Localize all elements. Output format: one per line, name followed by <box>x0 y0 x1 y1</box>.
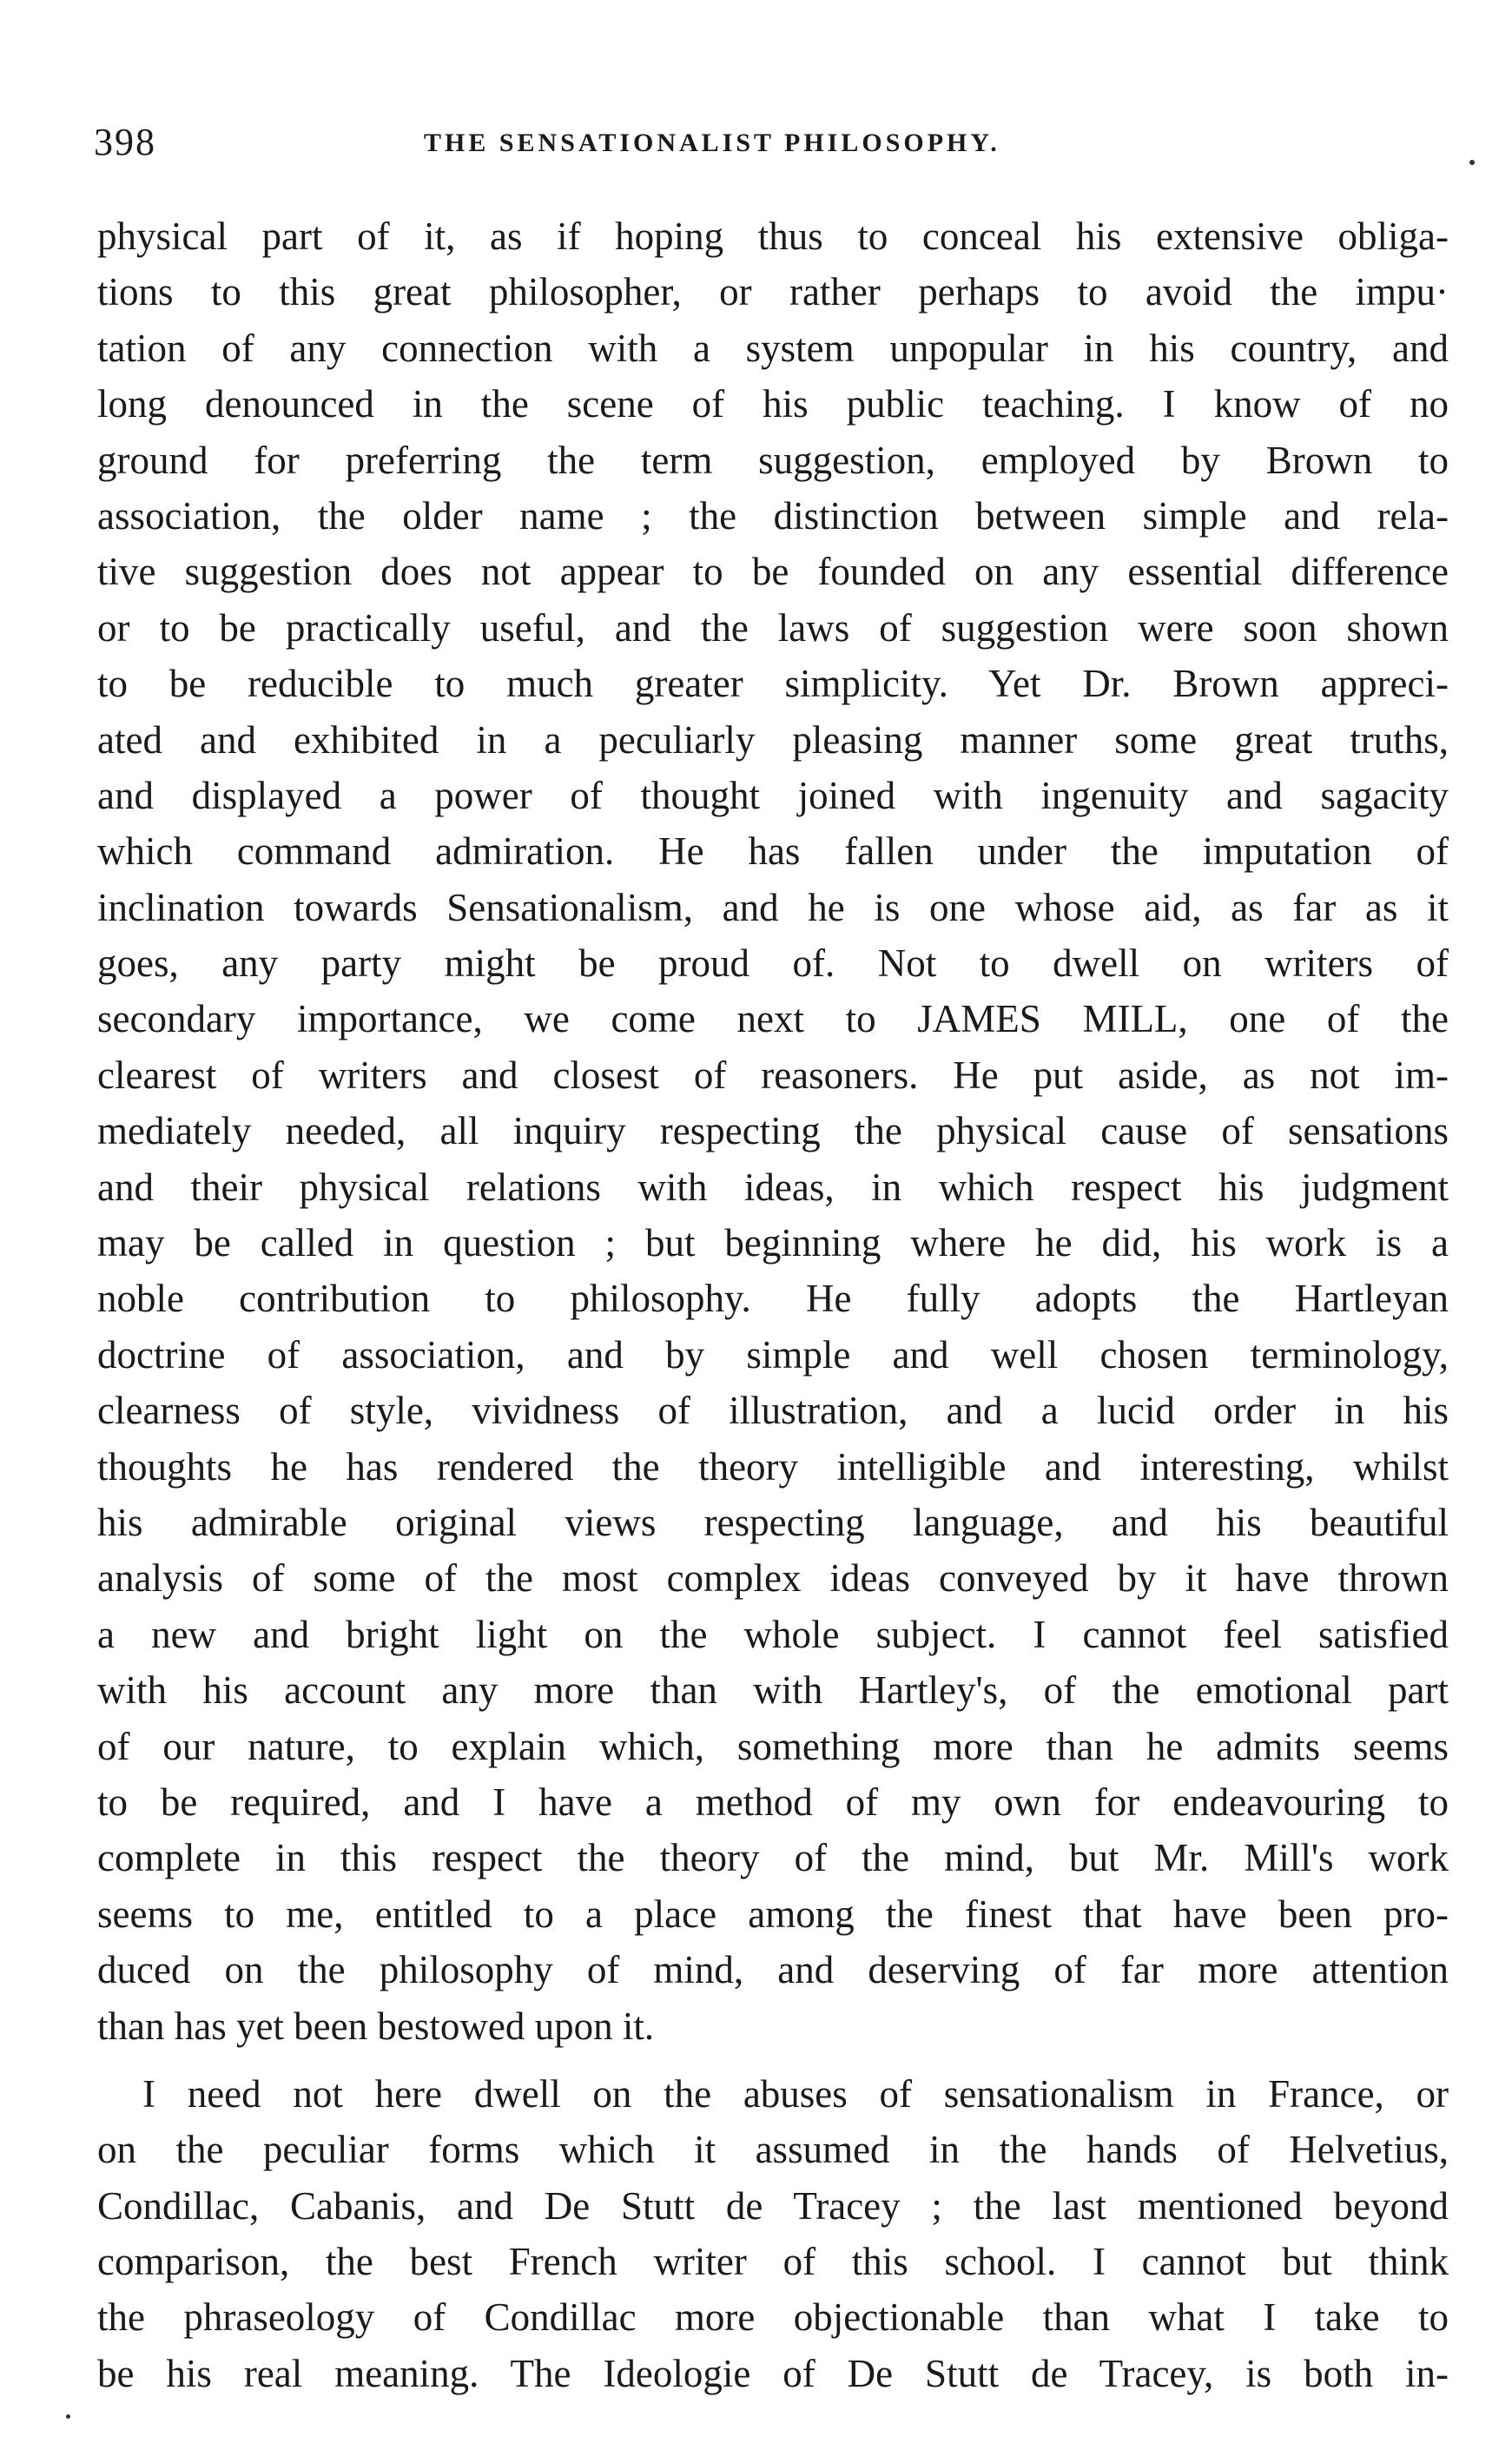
text-line: mediately needed, all inquiry respecting the physical cause of sensations <box>97 1109 1449 1153</box>
text-line: or to be practically useful, and the laws of suggestion were soon shown <box>97 605 1449 650</box>
page-number: 398 <box>94 121 156 163</box>
page-header <box>94 120 1449 172</box>
text-line: and displayed a power of thought joined with ingenuity and sagacity <box>97 773 1449 817</box>
text-line: his admirable original views respecting language, and his beautiful <box>97 1500 1449 1544</box>
text-line: comparison, the best French writer of this school. I cannot but think <box>97 2240 1449 2284</box>
text-line: noble contribution to philosophy. He fully adopts the Hartleyan <box>97 1277 1449 1321</box>
text-line: I need not here dwell on the abuses of sensationalism in France, or <box>142 2071 1449 2116</box>
text-line: tation of any connection with a system unpopular in his country, and <box>97 326 1449 370</box>
text-line: doctrine of association, and by simple and well chosen terminology, <box>97 1332 1449 1377</box>
text-line: clearest of writers and closest of reasoners. He put aside, as not im- <box>97 1053 1449 1097</box>
text-line: complete in this respect the theory of the mind, but Mr. Mill's work <box>97 1836 1449 1880</box>
text-line: tive suggestion does not appear to be founded on any essential difference <box>97 550 1449 594</box>
text-line: may be called in question ; but beginning where he did, his work is a <box>97 1221 1449 1265</box>
text-line: to be required, and I have a method of my own for endeavouring to <box>97 1780 1449 1824</box>
text-line: with his account any more than with Hartley's, of the emotional part <box>97 1668 1449 1713</box>
running-head: THE SENSATIONALIST PHILOSOPHY. <box>424 129 1000 157</box>
print-speck <box>1469 160 1475 165</box>
print-speck <box>66 2414 70 2419</box>
text-line: tions to this great philosopher, or rather perhaps to avoid the impu· <box>97 270 1449 314</box>
text-line: clearness of style, vividness of illustration, and a lucid order in his <box>97 1389 1449 1433</box>
paragraph <box>97 208 1449 2054</box>
text-line: than has yet been bestowed upon it. <box>97 2004 655 2048</box>
text-line: thoughts he has rendered the theory intelligible and interesting, whilst <box>97 1444 1449 1489</box>
text-line: seems to me, entitled to a place among the finest that have been pro- <box>97 1892 1449 1936</box>
text-line: the phraseology of Condillac more objectionable than what I take to <box>97 2295 1449 2340</box>
text-line: a new and bright light on the whole subject. I cannot feel satisfied <box>97 1612 1449 1656</box>
text-line: duced on the philosophy of mind, and deserving of far more attention <box>97 1948 1449 1992</box>
paragraph-gap <box>97 2054 1449 2066</box>
text-line: which command admiration. He has fallen under the imputation of <box>97 829 1449 874</box>
text-line: to be reducible to much greater simplicity. Yet Dr. Brown appreci- <box>97 662 1449 706</box>
text-line: be his real meaning. The Ideologie of De Stutt de Tracey, is both in- <box>97 2351 1449 2395</box>
text-line: inclination towards Sensationalism, and he is one whose aid, as far as it <box>97 885 1449 929</box>
text-line: on the peculiar forms which it assumed in the hands of Helvetius, <box>97 2128 1449 2172</box>
text-line: secondary importance, we come next to JAMES MILL, one of the <box>97 997 1449 1041</box>
text-line: goes, any party might be proud of. Not to dwell on writers of <box>97 941 1449 986</box>
text-line: analysis of some of the most complex ideas conveyed by it have thrown <box>97 1556 1449 1601</box>
paragraph <box>97 2066 1449 2401</box>
text-line: ated and exhibited in a peculiarly pleasing manner some great truths, <box>97 717 1449 762</box>
text-line: physical part of it, as if hoping thus to conceal his extensive obliga- <box>97 215 1449 258</box>
text-line: of our nature, to explain which, something more than he admits seems <box>97 1724 1449 1768</box>
text-line: association, the older name ; the distinction between simple and rela- <box>97 493 1449 538</box>
text-line: and their physical relations with ideas, in which respect his judgment <box>97 1165 1449 1209</box>
text-line: Condillac, Cabanis, and De Stutt de Tracey ; the last mentioned beyond <box>97 2183 1449 2228</box>
body-text <box>97 208 1449 2401</box>
text-line: ground for preferring the term suggestion, employed by Brown to <box>97 438 1449 482</box>
text-line: long denounced in the scene of his public teaching. I know of no <box>97 382 1449 426</box>
